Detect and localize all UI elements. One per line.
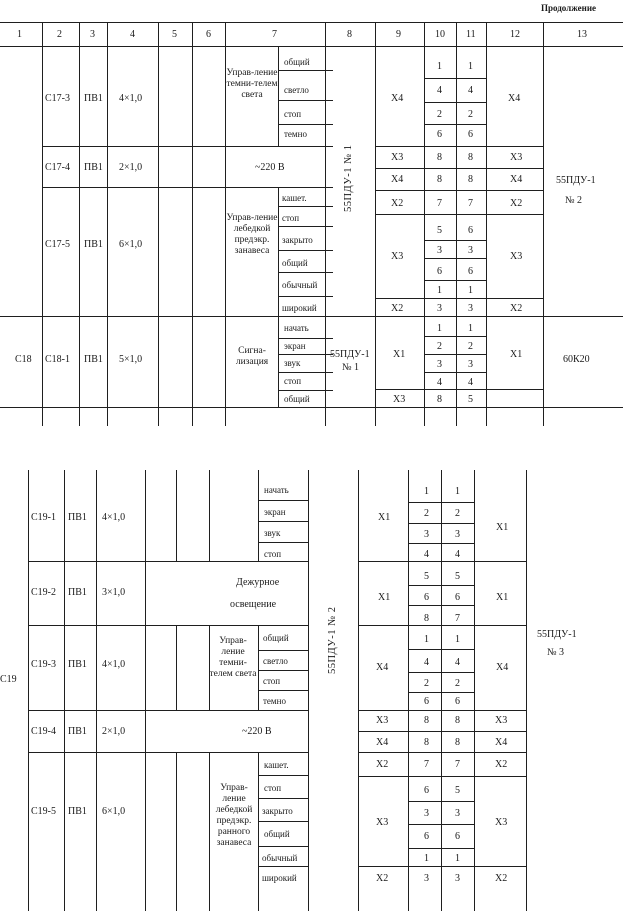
terminal: 3 — [424, 808, 429, 819]
device-label-vertical: 55ПДУ-1 № 2 — [326, 606, 338, 675]
rule — [325, 22, 326, 426]
terminal: 3 — [424, 873, 429, 884]
signal: светло — [284, 85, 309, 95]
rule — [258, 625, 259, 710]
col-header-6: 6 — [206, 29, 211, 40]
rule — [176, 625, 177, 710]
terminal: 1 — [437, 285, 442, 296]
rule — [258, 670, 308, 671]
terminal: 6 — [455, 696, 460, 707]
terminal: 1 — [437, 61, 442, 72]
connector: Х3 — [391, 251, 404, 262]
voltage: ~220 В — [255, 162, 285, 173]
rule — [375, 190, 543, 191]
col-header-2: 2 — [57, 29, 62, 40]
signal: обычный — [282, 280, 318, 290]
terminal: 3 — [437, 359, 442, 370]
connector: Х2 — [391, 198, 404, 209]
rule — [28, 470, 29, 911]
signal: стоп — [284, 376, 302, 386]
cable-mark: ПВ1 — [84, 162, 103, 173]
terminal: 7 — [424, 759, 429, 770]
rule — [0, 22, 623, 23]
device-label: 55ПДУ-1 — [556, 175, 596, 186]
cable-id: С19-1 — [31, 512, 56, 523]
terminal: 2 — [468, 109, 473, 120]
function-label: Управ-ление темни-телем света — [209, 636, 257, 679]
device-label: 55ПДУ-1 — [537, 629, 577, 640]
cable-id: С19-2 — [31, 587, 56, 598]
rule — [424, 124, 486, 125]
terminal: 6 — [468, 129, 473, 140]
col-header-3: 3 — [90, 29, 95, 40]
function-label: Управ-ление лебедкой предэкр. занавеса — [226, 213, 278, 256]
terminal: 3 — [468, 359, 473, 370]
group-id: С18 — [15, 354, 32, 365]
terminal: 1 — [424, 853, 429, 864]
rule — [424, 372, 486, 373]
terminal: 4 — [455, 657, 460, 668]
function-label: освещение — [230, 599, 277, 610]
signal: кашет. — [264, 760, 289, 770]
connector: Х4 — [391, 93, 404, 104]
cable-size: 4×1,0 — [119, 93, 143, 104]
connector: Х4 — [391, 174, 404, 185]
rule — [424, 354, 486, 355]
terminal: 5 — [455, 785, 460, 796]
rule — [358, 731, 526, 732]
cable-mark: ПВ1 — [68, 587, 87, 598]
rule — [258, 866, 308, 867]
signal: кашет. — [282, 193, 307, 203]
cable-size: 3×1,0 — [102, 587, 126, 598]
connector: Х3 — [376, 817, 389, 828]
signal: светло — [263, 656, 288, 666]
function-label: Сигна-лизация — [235, 346, 269, 367]
connector: Х3 — [376, 715, 389, 726]
cable-size: 2×1,0 — [119, 162, 143, 173]
rule — [28, 752, 308, 753]
signal: звук — [264, 528, 281, 538]
terminal: 2 — [424, 508, 429, 519]
terminal: 8 — [424, 737, 429, 748]
rule — [358, 470, 359, 911]
signal: стоп — [282, 213, 300, 223]
terminal: 8 — [437, 394, 442, 405]
col-header-12: 12 — [510, 29, 520, 40]
terminal: 6 — [455, 831, 460, 842]
rule — [258, 470, 259, 561]
connector: Х3 — [495, 715, 508, 726]
device-number: № 2 — [565, 195, 583, 206]
terminal: 3 — [437, 245, 442, 256]
connector: Х3 — [510, 251, 523, 262]
signal: закрыто — [282, 235, 313, 245]
signal: темно — [263, 696, 286, 706]
terminal: 2 — [437, 341, 442, 352]
terminal: 1 — [455, 853, 460, 864]
device-number: № 1 — [342, 362, 360, 373]
rule — [64, 470, 65, 911]
terminal: 3 — [424, 529, 429, 540]
terminal: 6 — [468, 266, 473, 277]
rule — [258, 775, 308, 776]
col-header-5: 5 — [172, 29, 177, 40]
signal: общий — [284, 57, 310, 67]
terminal: 1 — [468, 323, 473, 334]
connector: Х1 — [393, 349, 406, 360]
cable-mark: ПВ1 — [68, 806, 87, 817]
connector: Х2 — [510, 198, 523, 209]
rule — [145, 470, 146, 911]
signal: стоп — [264, 783, 282, 793]
rule — [474, 470, 475, 911]
cable-size: 5×1,0 — [119, 354, 143, 365]
function-label: Управ-ление лебедкой предэкр. ранного занавеса — [215, 783, 253, 848]
terminal: 3 — [455, 529, 460, 540]
rule — [258, 542, 308, 543]
rule — [28, 710, 308, 711]
connector: Х2 — [510, 303, 523, 314]
connector: Х3 — [510, 152, 523, 163]
rule — [375, 214, 543, 215]
rule — [79, 22, 80, 426]
rule — [358, 625, 526, 626]
terminal: 5 — [468, 394, 473, 405]
rule — [526, 470, 527, 911]
cable-mark: ПВ1 — [84, 93, 103, 104]
terminal: 6 — [437, 266, 442, 277]
signal: общий — [284, 394, 310, 404]
connector: Х1 — [378, 592, 391, 603]
cable-mark: ПВ1 — [68, 659, 87, 670]
signal: начать — [264, 485, 289, 495]
terminal: 4 — [455, 549, 460, 560]
signal: звук — [284, 358, 301, 368]
cable-size: 4×1,0 — [102, 659, 126, 670]
rule — [176, 470, 177, 561]
terminal: 1 — [424, 634, 429, 645]
terminal: 2 — [468, 341, 473, 352]
terminal: 8 — [468, 174, 473, 185]
rule — [375, 22, 376, 426]
cable-id: С18-1 — [45, 354, 70, 365]
terminal: 2 — [455, 508, 460, 519]
terminal: 3 — [468, 245, 473, 256]
rule — [258, 650, 308, 651]
function-label: Дежурное — [236, 577, 280, 588]
rule — [308, 470, 309, 911]
rule — [258, 846, 308, 847]
cable-id: С17-3 — [45, 93, 70, 104]
terminal: 8 — [437, 152, 442, 163]
signal: стоп — [264, 549, 282, 559]
col-header-4: 4 — [130, 29, 135, 40]
terminal: 8 — [424, 715, 429, 726]
connector: Х4 — [510, 174, 523, 185]
terminal: 6 — [424, 696, 429, 707]
terminal: 4 — [437, 85, 442, 96]
connector: Х2 — [495, 759, 508, 770]
connector: Х2 — [376, 873, 389, 884]
device-label: 55ПДУ-1 — [330, 349, 370, 360]
rule — [258, 521, 308, 522]
connector: Х1 — [496, 592, 509, 603]
cable-size: 6×1,0 — [119, 239, 143, 250]
signal: общий — [263, 633, 289, 643]
signal: стоп — [284, 109, 302, 119]
cable-mark: ПВ1 — [68, 726, 87, 737]
rule — [258, 690, 308, 691]
rule — [258, 821, 308, 822]
terminal: 1 — [424, 486, 429, 497]
connector: Х4 — [508, 93, 521, 104]
terminal: 1 — [468, 61, 473, 72]
rule — [486, 22, 487, 426]
cable-id: С17-4 — [45, 162, 70, 173]
connector: Х2 — [495, 873, 508, 884]
terminal: 7 — [468, 198, 473, 209]
group-id: С19 — [0, 674, 17, 685]
signal: широкий — [282, 303, 317, 313]
rule — [28, 561, 308, 562]
connector: Х3 — [393, 394, 406, 405]
terminal: 2 — [437, 109, 442, 120]
col-header-8: 8 — [347, 29, 352, 40]
terminal: 5 — [455, 571, 460, 582]
rule — [358, 776, 526, 777]
rule — [375, 146, 543, 147]
terminal: 3 — [455, 873, 460, 884]
terminal: 6 — [424, 785, 429, 796]
connector: Х4 — [496, 662, 509, 673]
signal: экран — [284, 341, 306, 351]
rule — [424, 78, 486, 79]
rule — [96, 470, 97, 911]
col-header-9: 9 — [396, 29, 401, 40]
rule — [176, 752, 177, 911]
rule — [358, 866, 526, 867]
function-label: Управ-ление темни-телем света — [226, 68, 278, 100]
rule — [258, 798, 308, 799]
cable-id: С19-4 — [31, 726, 56, 737]
terminal: 6 — [437, 129, 442, 140]
terminal: 4 — [424, 549, 429, 560]
terminal: 4 — [424, 657, 429, 668]
rule — [0, 407, 623, 408]
terminal: 7 — [437, 198, 442, 209]
rule — [209, 470, 210, 561]
rule — [278, 46, 279, 146]
signal: темно — [284, 129, 307, 139]
connector: Х4 — [376, 662, 389, 673]
connector: Х3 — [391, 152, 404, 163]
rule — [408, 470, 409, 911]
terminal: 6 — [424, 592, 429, 603]
terminal: 3 — [468, 303, 473, 314]
rule — [424, 102, 486, 103]
signal: широкий — [262, 873, 297, 883]
terminal: 1 — [455, 486, 460, 497]
terminal: 6 — [468, 225, 473, 236]
cable-type: 60К20 — [563, 354, 590, 365]
terminal: 2 — [455, 678, 460, 689]
rule — [0, 46, 623, 47]
rule — [42, 22, 43, 426]
rule — [42, 146, 333, 147]
rule — [424, 240, 486, 241]
terminal: 8 — [437, 174, 442, 185]
terminal: 5 — [437, 225, 442, 236]
cable-size: 4×1,0 — [102, 512, 126, 523]
cable-mark: ПВ1 — [84, 239, 103, 250]
signal: общий — [282, 258, 308, 268]
rule — [358, 710, 526, 711]
rule — [158, 22, 159, 426]
device-number: № 3 — [547, 647, 565, 658]
terminal: 8 — [455, 715, 460, 726]
terminal: 2 — [424, 678, 429, 689]
rule — [42, 187, 333, 188]
rule — [424, 258, 486, 259]
terminal: 1 — [437, 323, 442, 334]
terminal: 4 — [437, 377, 442, 388]
terminal: 8 — [455, 737, 460, 748]
cable-size: 2×1,0 — [102, 726, 126, 737]
terminal: 8 — [424, 613, 429, 624]
signal: общий — [264, 829, 290, 839]
rule — [28, 625, 308, 626]
rule — [0, 316, 623, 317]
col-header-10: 10 — [435, 29, 445, 40]
rule — [358, 752, 526, 753]
cable-size: 6×1,0 — [102, 806, 126, 817]
connector: Х1 — [510, 349, 523, 360]
rule — [358, 561, 526, 562]
rule — [107, 22, 108, 426]
continued-label: Продолжение — [541, 3, 596, 13]
rule — [424, 280, 486, 281]
rule — [258, 500, 308, 501]
col-header-13: 13 — [577, 29, 587, 40]
col-header-7: 7 — [272, 29, 277, 40]
cable-id: С17-5 — [45, 239, 70, 250]
terminal: 7 — [455, 613, 460, 624]
cable-mark: ПВ1 — [68, 512, 87, 523]
terminal: 7 — [455, 759, 460, 770]
signal: обычный — [262, 853, 298, 863]
signal: начать — [284, 323, 309, 333]
connector: Х3 — [495, 817, 508, 828]
connector: Х1 — [378, 512, 391, 523]
signal: стоп — [263, 676, 281, 686]
terminal: 3 — [437, 303, 442, 314]
rule — [375, 168, 543, 169]
rule — [441, 470, 442, 911]
rule — [424, 22, 425, 426]
cable-mark: ПВ1 — [84, 354, 103, 365]
terminal: 3 — [455, 808, 460, 819]
connector: Х4 — [376, 737, 389, 748]
rule — [543, 22, 544, 426]
signal: закрыто — [262, 806, 293, 816]
terminal: 1 — [455, 634, 460, 645]
rule — [375, 389, 543, 390]
terminal: 8 — [468, 152, 473, 163]
connector: Х2 — [376, 759, 389, 770]
connector: Х1 — [496, 522, 509, 533]
rule — [424, 336, 486, 337]
terminal: 6 — [424, 831, 429, 842]
terminal: 1 — [468, 285, 473, 296]
connector: Х4 — [495, 737, 508, 748]
connector: Х2 — [391, 303, 404, 314]
device-label-vertical: 55ПДУ-1 № 1 — [342, 144, 354, 213]
rule — [375, 298, 543, 299]
col-header-11: 11 — [466, 29, 476, 40]
terminal: 4 — [468, 85, 473, 96]
cable-id: С19-5 — [31, 806, 56, 817]
voltage: ~220 В — [242, 726, 272, 737]
rule — [456, 22, 457, 426]
terminal: 6 — [455, 592, 460, 603]
signal: экран — [264, 507, 286, 517]
col-header-1: 1 — [17, 29, 22, 40]
rule — [278, 187, 279, 407]
cable-id: С19-3 — [31, 659, 56, 670]
rule — [192, 22, 193, 426]
terminal: 4 — [468, 377, 473, 388]
terminal: 5 — [424, 571, 429, 582]
